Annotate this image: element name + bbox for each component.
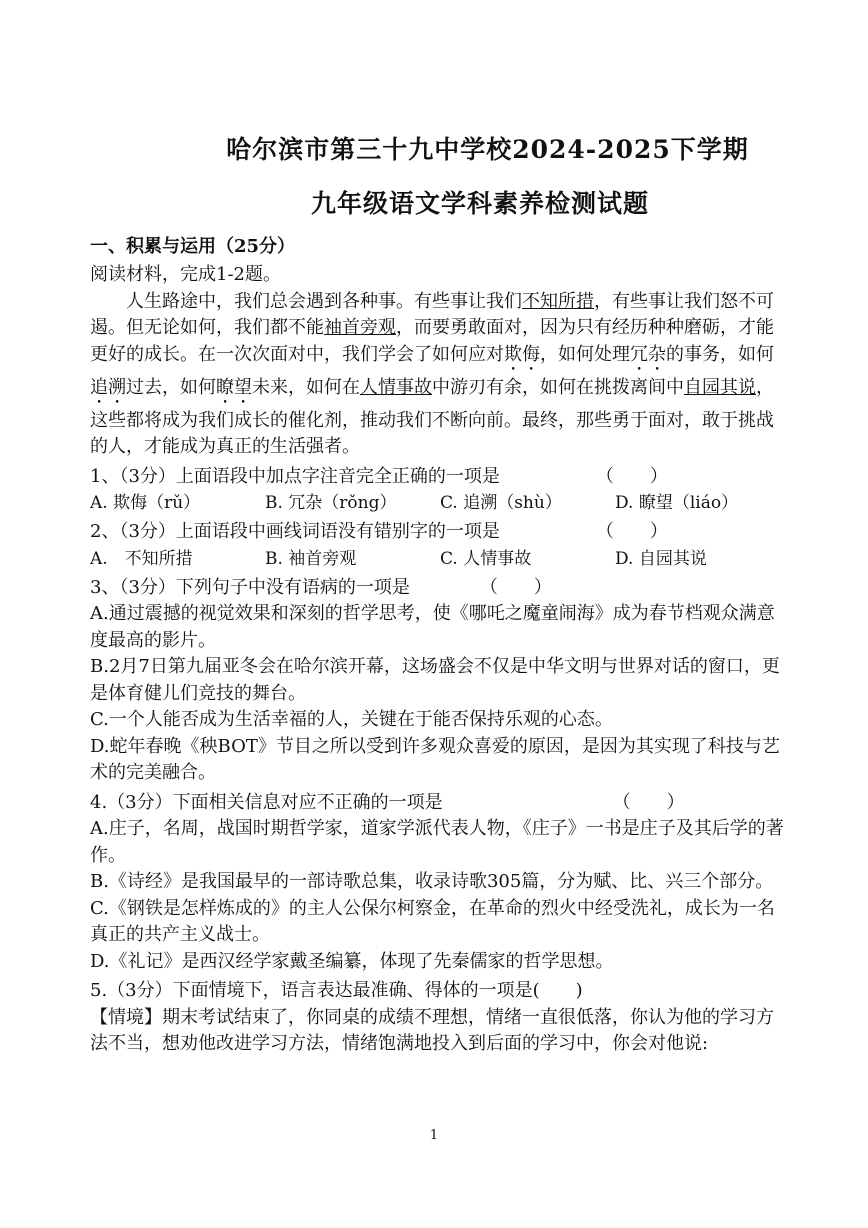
dotted-word: 追溯 bbox=[90, 376, 126, 398]
exam-title-school: 哈尔滨市第三十九中学校2024-2025下学期 bbox=[226, 135, 749, 164]
question-text: 4.（3分）下面相关信息对应不正确的一项是 bbox=[90, 791, 443, 813]
question-5-context: 【情境】期末考试结束了，你同桌的成绩不理想，情绪一直很低落，你认为他的学习方法不当，想劝他改进学习方法，情绪饱满地投入到后面的学习中，你会对他说: bbox=[90, 1006, 774, 1054]
answer-blank: （ ） bbox=[595, 521, 668, 542]
page-number: 1 bbox=[429, 1128, 439, 1143]
passage-text: ，这些都将成为我们成长的催化剂，推动我们不断向前。最终，那些勇于面对，敢于挑战的人，才能成为真正的生活强者。 bbox=[90, 376, 774, 457]
underlined-word: 人情事故 bbox=[360, 376, 432, 398]
passage-text: ，如何处理 bbox=[540, 343, 630, 365]
option-a: A. 不知所措 bbox=[90, 548, 193, 569]
section-heading: 一、积累与运用（25分） bbox=[90, 236, 296, 257]
option-b: B. 袖首旁观 bbox=[265, 548, 357, 569]
question-text: 2、（3分）上面语段中画线词语没有错别字的一项是 bbox=[90, 521, 500, 542]
reading-passage bbox=[90, 289, 790, 461]
question-4-option-a: A.庄子，名周，战国时期哲学家，道家学派代表人物，《庄子》一书是庄子及其后学的著作。 bbox=[90, 818, 784, 866]
dotted-word: 欺侮 bbox=[504, 343, 540, 365]
question-4-option-b: B.《诗经》是我国最早的一部诗歌总集，收录诗歌305篇，分为赋、比、兴三个部分。 bbox=[90, 871, 774, 892]
exam-page bbox=[90, 130, 790, 1058]
question-2-options bbox=[90, 546, 790, 572]
question-3-option-c: C.一个人能否成为生活幸福的人，关键在于能否保持乐观的心态。 bbox=[90, 709, 613, 730]
passage-text: 未来，如何在 bbox=[252, 376, 360, 398]
reading-intro: 阅读材料，完成1-2题。 bbox=[90, 264, 281, 285]
underlined-word: 自园其说 bbox=[684, 376, 756, 398]
option-a: A. 欺侮（rǔ） bbox=[90, 493, 201, 513]
passage-text: ，而要勇敢面对，因为只有经历种种磨砺，才能更好的成长。在一次次面对中，我们学会了如何应对 bbox=[90, 317, 774, 365]
question-1-options bbox=[90, 490, 790, 516]
dotted-word: 冗杂 bbox=[630, 343, 666, 365]
question-text: 1、（3分）上面语段中加点字注音完全正确的一项是 bbox=[90, 465, 500, 487]
exam-title-subject: 九年级语文学科素养检测试题 bbox=[310, 189, 649, 218]
option-c: C. 人情事故 bbox=[440, 548, 532, 569]
dotted-word: 瞭望 bbox=[216, 376, 252, 398]
passage-text: 人生路途中，我们总会遇到各种事。有些事让我们 bbox=[126, 290, 522, 312]
question-4-option-c: C.《钢铁是怎样炼成的》的主人公保尔柯察金，在革命的烈火中经受洗礼，成长为一名真正的共产主义战士。 bbox=[90, 897, 775, 945]
option-d: D. 瞭望（liáo） bbox=[615, 493, 739, 513]
passage-text: ，有些事让我们怒不可遏。但无论如何，我们都不能 bbox=[90, 290, 774, 338]
question-3-option-d: D.蛇年春晚《秧BOT》节目之所以受到许多观众喜爱的原因，是因为其实现了科技与艺术的完美融合。 bbox=[90, 735, 780, 783]
underlined-word: 袖首旁观 bbox=[324, 317, 396, 338]
answer-blank: （ ） bbox=[612, 791, 685, 813]
underlined-word: 不知所措 bbox=[522, 290, 594, 312]
option-d: D. 自园其说 bbox=[615, 548, 707, 569]
question-5-stem: 5.（3分）下面情境下，语言表达最准确、得体的一项是( ) bbox=[90, 980, 583, 1001]
question-1-stem bbox=[90, 464, 790, 491]
question-text: 3、（3分）下列句子中没有语病的一项是 bbox=[90, 576, 410, 598]
question-4-stem bbox=[90, 790, 790, 817]
answer-blank: （ ） bbox=[595, 465, 668, 487]
question-2-stem bbox=[90, 519, 790, 546]
question-3-option-b: B.2月7日第九届亚冬会在哈尔滨开幕，这场盛会不仅是中华文明与世界对话的窗口，更是体育健儿们竞技的舞台。 bbox=[90, 656, 780, 704]
passage-text: 过去，如何 bbox=[126, 376, 216, 398]
answer-blank: （ ） bbox=[479, 576, 552, 598]
question-3-stem bbox=[90, 575, 790, 602]
passage-text: 的事务，如何 bbox=[666, 343, 774, 365]
passage-text: 中游刃有余，如何在挑拨离间中 bbox=[432, 376, 684, 398]
option-b: B. 冗杂（rǒng） bbox=[265, 493, 397, 513]
option-c: C. 追溯（shù） bbox=[440, 493, 562, 513]
question-3-option-a: A.通过震撼的视觉效果和深刻的哲学思考，使《哪吒之魔童闹海》成为春节档观众满意度最高的影片。 bbox=[90, 603, 775, 651]
question-4-option-d: D.《礼记》是西汉经学家戴圣编纂，体现了先秦儒家的哲学思想。 bbox=[90, 950, 614, 972]
